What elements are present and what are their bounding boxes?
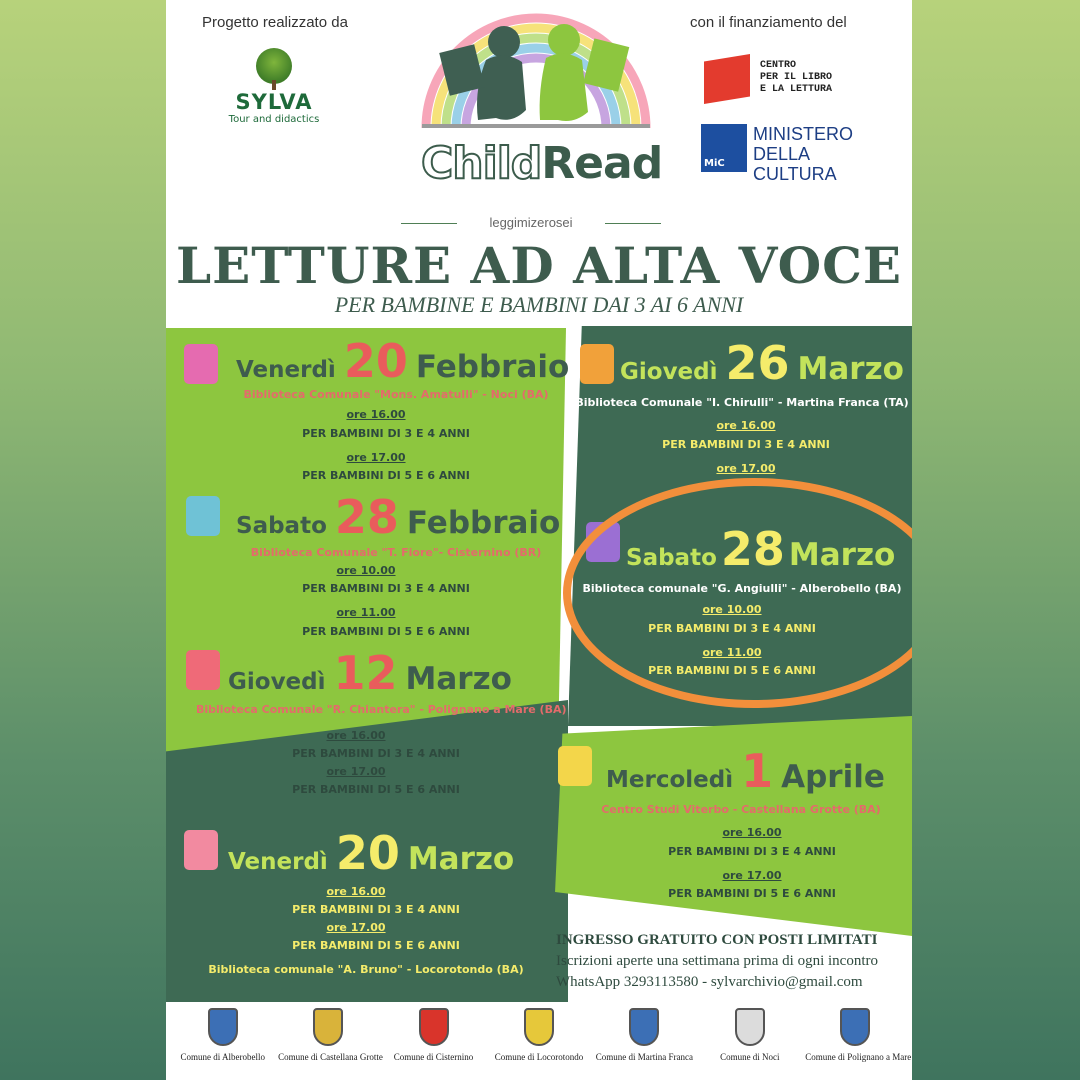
event-venue: Biblioteca Comunale "Mons. Amatulli" - Noci (BA) [243, 388, 549, 401]
event-month: Marzo [407, 841, 515, 877]
event-venue: Biblioteca comunale "A. Bruno" - Locorotondo (BA) [208, 963, 524, 976]
comune-noci [700, 1004, 800, 1080]
event-venue: Biblioteca Comunale "T. Fiore"- Cisternino (BR) [250, 546, 542, 559]
childread-wordmark [421, 138, 662, 189]
sylva-tag: Tour and didactics [228, 114, 320, 125]
funded-by-label: con il finanziamento del [690, 14, 847, 31]
event-time: ore 17.00 [346, 451, 406, 464]
sylva-logo [224, 48, 324, 125]
book-character-icon [184, 830, 218, 870]
event-age-group: PER BAMBINI DI 3 E 4 ANNI [302, 582, 470, 595]
free-entry-notice: INGRESSO GRATUITO CON POSTI LIMITATI [556, 932, 878, 948]
childread-part-b: Read [541, 138, 663, 189]
event-time: ore 16.00 [716, 419, 776, 432]
event-time: ore 16.00 [346, 408, 406, 421]
comune-alberobello [173, 1004, 273, 1080]
crest-icon [419, 1008, 449, 1046]
event-age-group: PER BAMBINI DI 3 E 4 ANNI [292, 903, 460, 916]
book-character-icon [558, 746, 592, 786]
contact-info: WhatsApp 3293113580 - sylvarchivio@gmail.com [556, 974, 863, 990]
comune-locorotondo [489, 1004, 589, 1080]
event-date [236, 334, 569, 388]
crest-icon [735, 1008, 765, 1046]
event-time: ore 17.00 [716, 462, 776, 475]
page-subtitle: PER BAMBINE E BAMBINI DAI 3 AI 6 ANNI [334, 292, 744, 317]
book-character-icon [186, 650, 220, 690]
event-time: ore 17.00 [326, 765, 386, 778]
event-day-number: 1 [741, 744, 774, 798]
event-time: ore 17.00 [326, 921, 386, 934]
event-day-number: 20 [335, 826, 400, 880]
event-month: Marzo [405, 661, 512, 697]
event-month: Febbraio [406, 505, 561, 541]
poster [166, 0, 912, 1080]
cepell-line: E LA LETTURA [760, 84, 833, 95]
crest-icon [629, 1008, 659, 1046]
leggimi-tagline: leggimizerosei [401, 215, 661, 230]
cepell-line: PER IL LIBRO [760, 72, 833, 83]
event-day: Mercoledì [606, 767, 734, 793]
event-time: ore 17.00 [722, 869, 782, 882]
event-month: Marzo [797, 351, 904, 387]
event-venue: Biblioteca comunale "G. Angiulli" - Alberobello (BA) [582, 582, 902, 595]
event-age-group: PER BAMBINI DI 3 E 4 ANNI [662, 438, 830, 451]
comune-polignano-a-mare [805, 1004, 912, 1080]
registration-notice: Iscrizioni aperte una settimana prima di ogni incontro [556, 953, 878, 969]
event-time: ore 10.00 [702, 603, 762, 616]
ministero-line: CULTURA [753, 164, 837, 184]
event-venue: Centro Studi Viterbo - Castellana Grotte (BA) [601, 803, 881, 816]
event-day: Giovedì [620, 359, 718, 385]
event-date [620, 336, 904, 390]
project-by-label: Progetto realizzato da [202, 14, 348, 31]
comune-castellana-grotte [278, 1004, 383, 1080]
childread-part-a: Child [421, 138, 542, 189]
comuni-crests-row [166, 1004, 912, 1080]
event-time: ore 11.00 [336, 606, 396, 619]
mic-mark-icon: MiC [701, 124, 747, 172]
event-age-group: PER BAMBINI DI 5 E 6 ANNI [302, 469, 470, 482]
comune-label: Comune di Cisternino [393, 1052, 474, 1062]
ministero-logo [701, 124, 871, 184]
cepell-mark-icon [704, 54, 750, 104]
event-time: ore 16.00 [326, 885, 386, 898]
crest-icon [208, 1008, 238, 1046]
comune-cisternino [384, 1004, 484, 1080]
event-day-number: 28 [720, 522, 785, 576]
event-age-group: PER BAMBINI DI 3 E 4 ANNI [292, 747, 460, 760]
crest-icon [840, 1008, 870, 1046]
comune-label: Comune di Noci [720, 1052, 780, 1062]
event-day-number: 28 [334, 490, 399, 544]
comune-label: Comune di Locorotondo [494, 1052, 584, 1062]
event-day-number: 12 [333, 646, 398, 700]
event-age-group: PER BAMBINI DI 5 E 6 ANNI [668, 887, 836, 900]
event-age-group: PER BAMBINI DI 5 E 6 ANNI [648, 664, 816, 677]
book-character-icon [184, 344, 218, 384]
comune-label: Comune di Alberobello [180, 1052, 265, 1062]
event-age-group: PER BAMBINI DI 5 E 6 ANNI [302, 625, 470, 638]
event-age-group: PER BAMBINI DI 3 E 4 ANNI [302, 427, 470, 440]
ministero-line: MINISTERO [753, 124, 854, 144]
event-day: Sabato [626, 545, 717, 571]
event-date [228, 826, 514, 880]
event-month: Aprile [781, 759, 885, 795]
event-age-group: PER BAMBINI DI 5 E 6 ANNI [292, 939, 460, 952]
comune-label: Comune di Polignano a Mare [805, 1052, 912, 1062]
event-day: Giovedì [228, 669, 326, 695]
event-age-group: PER BAMBINI DI 3 E 4 ANNI [668, 845, 836, 858]
event-venue: Biblioteca Comunale "R. Chiantera" - Polignano a Mare (BA) [196, 703, 567, 716]
comune-label: Comune di Castellana Grotte [278, 1052, 383, 1062]
crest-icon [313, 1008, 343, 1046]
comune-martina-franca [594, 1004, 694, 1080]
event-month: Febbraio [415, 349, 570, 385]
event-time: ore 11.00 [702, 646, 762, 659]
event-month: Marzo [788, 537, 896, 573]
event-venue: Biblioteca Comunale "I. Chirulli" - Martina Franca (TA) [575, 396, 909, 409]
event-time: ore 16.00 [722, 826, 782, 839]
event-day: Sabato [236, 513, 327, 539]
comune-label: Comune di Martina Franca [595, 1052, 693, 1062]
event-day-number: 20 [343, 334, 408, 388]
book-character-icon [186, 496, 220, 536]
event-day-number: 26 [725, 336, 790, 390]
event-time: ore 10.00 [336, 564, 396, 577]
info-block [556, 930, 906, 993]
cepell-logo [704, 52, 864, 112]
ministero-line: DELLA [753, 144, 811, 164]
event-date [236, 490, 560, 544]
event-age-group: PER BAMBINI DI 3 E 4 ANNI [648, 622, 816, 635]
cepell-line: CENTRO [760, 60, 797, 71]
event-day: Venerdì [228, 849, 328, 875]
page-title: LETTURE AD ALTA VOCE [175, 236, 903, 295]
tree-icon [256, 48, 292, 84]
event-age-group: PER BAMBINI DI 5 E 6 ANNI [292, 783, 460, 796]
event-date [606, 744, 885, 798]
sylva-name: SYLVA [235, 90, 313, 114]
book-character-icon [580, 344, 614, 384]
event-date [228, 646, 512, 700]
crest-icon [524, 1008, 554, 1046]
event-time: ore 16.00 [326, 729, 386, 742]
event-day: Venerdì [236, 357, 336, 383]
